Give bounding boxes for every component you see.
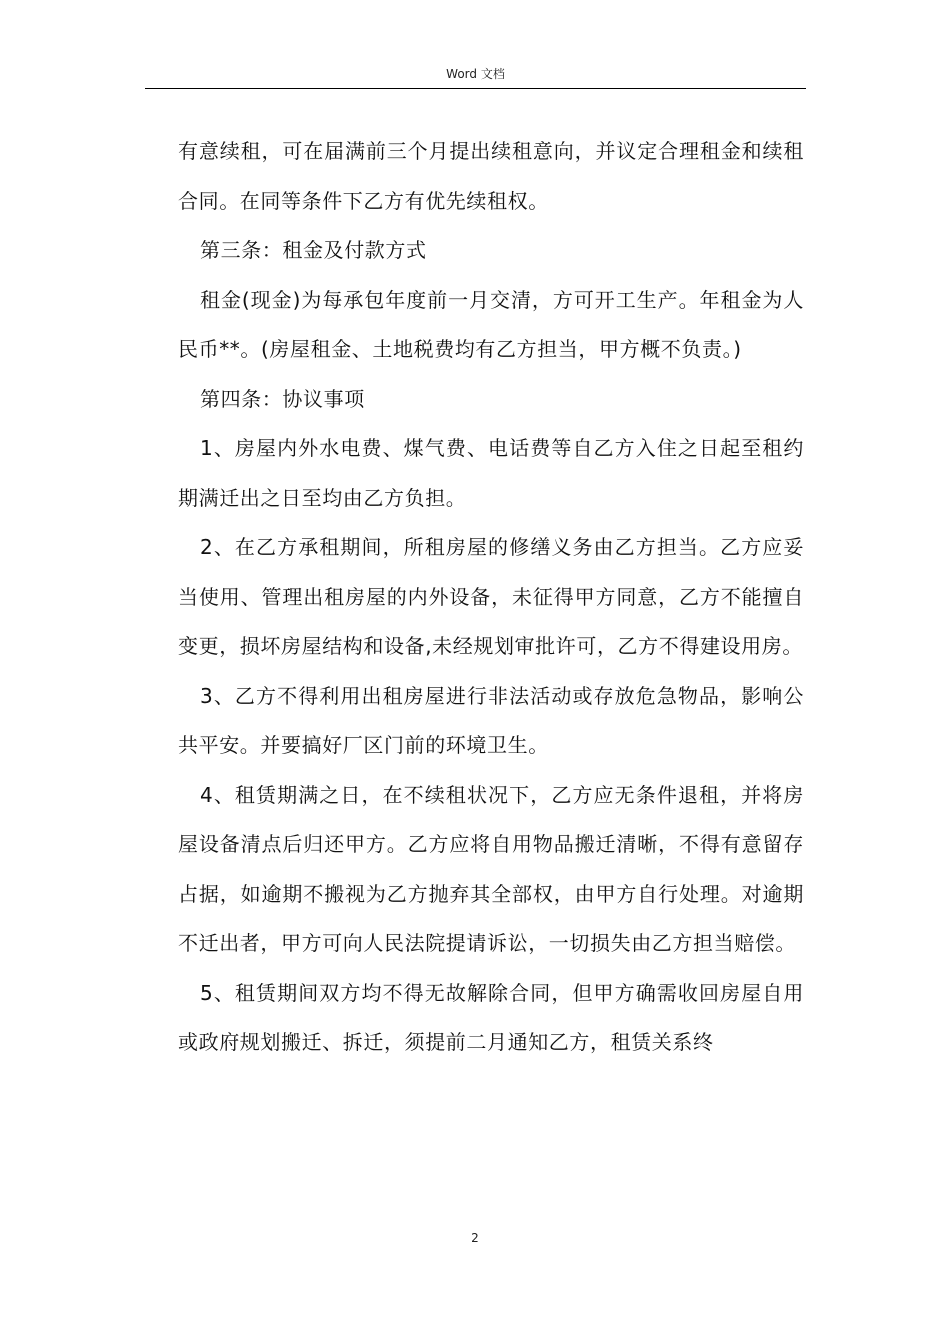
heading-article-4: 第四条：协议事项 xyxy=(200,386,365,411)
paragraph-item-4: 4、租赁期满之日，在不续租状况下，乙方应无条件退租，并将房屋设备清点后归还甲方。乙方应将自用物品搬迁清晰，不得有意留存占据，如逾期不搬视为乙方抛弃其全部权，由甲方自行处理。对逾期不迁出者，甲方可向人民法院提请诉讼，一切损失由乙方担当赔偿。 xyxy=(178,782,804,955)
paragraph-item-3: 3、乙方不得利用出租房屋进行非法活动或存放危急物品，影响公共平安。并要搞好厂区门前的环境卫生。 xyxy=(178,683,804,757)
page-header xyxy=(145,66,806,89)
header-title: Word 文档 xyxy=(446,67,505,81)
paragraph-item-1: 1、房屋内外水电费、煤气费、电话费等自乙方入住之日起至租约期满迁出之日至均由乙方负担。 xyxy=(178,436,804,510)
paragraph-renewal: 有意续租，可在届满前三个月提出续租意向，并议定合理租金和续租合同。在同等条件下乙方有优先续租权。 xyxy=(178,139,804,213)
heading-article-3: 第三条：租金及付款方式 xyxy=(200,238,427,262)
document-body xyxy=(178,127,804,1068)
paragraph-rent: 租金(现金)为每承包年度前一月交清，方可开工生产。年租金为人民币**。(房屋租金、土地税费均有乙方担当，甲方概不负责。) xyxy=(178,287,804,361)
paragraph-item-2: 2、在乙方承租期间，所租房屋的修缮义务由乙方担当。乙方应妥当使用、管理出租房屋的内外设备，未征得甲方同意，乙方不能擅自变更，损坏房屋结构和设备,未经规划审批许可，乙方不得建设用房。 xyxy=(178,535,804,658)
paragraph-item-5: 5、租赁期间双方均不得无故解除合同，但甲方确需收回房屋自用或政府规划搬迁、拆迁，须提前二月通知乙方，租赁关系终 xyxy=(178,980,804,1054)
page-number: 2 xyxy=(471,1231,479,1245)
